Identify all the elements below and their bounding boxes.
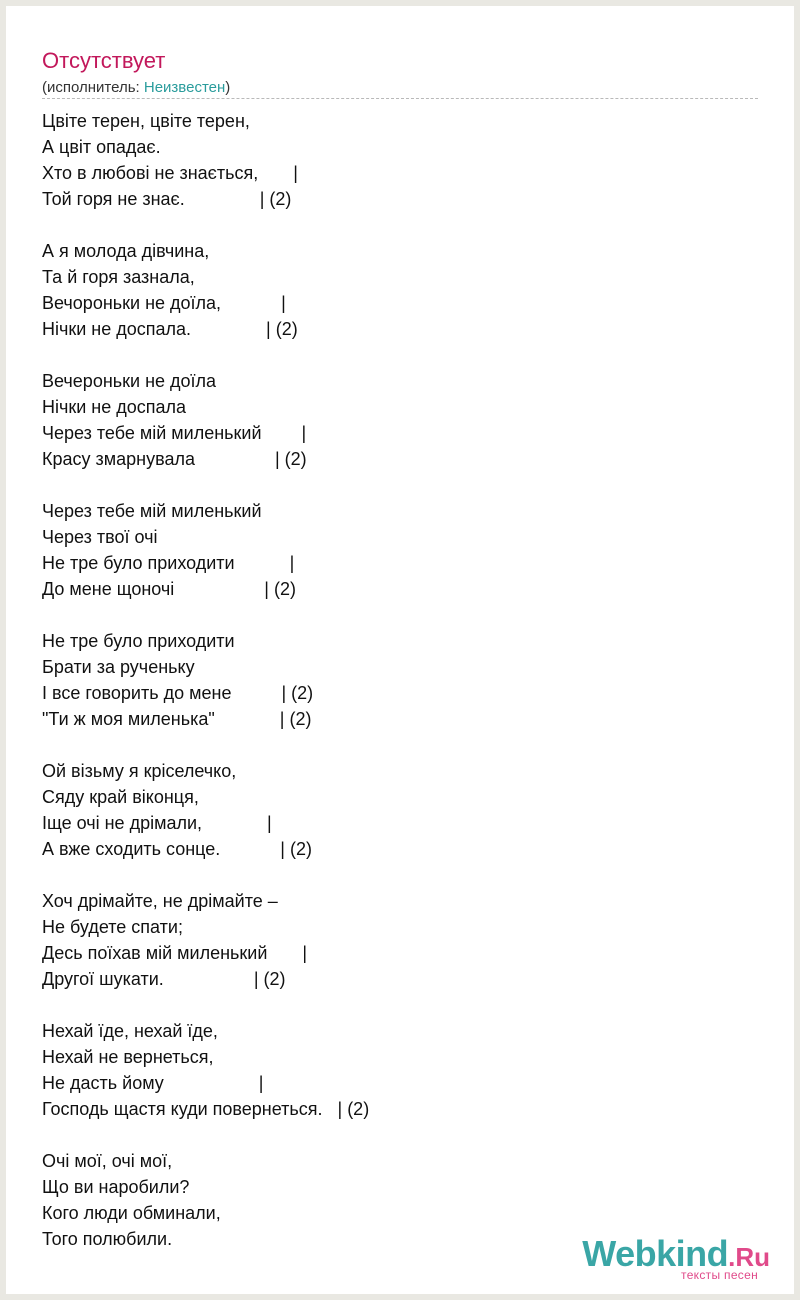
logo-main-text: Webkind (582, 1233, 729, 1274)
lyric-line: До мене щоночі | (2) (42, 579, 296, 599)
stanza-break (42, 342, 369, 368)
lyric-line: Не будете спати; (42, 917, 183, 937)
lyric-line: Хто в любові не знається, | (42, 163, 298, 183)
lyric-line: Кого люди обминали, (42, 1203, 221, 1223)
lyrics-page (6, 6, 794, 1294)
lyric-line: І все говорить до мене | (2) (42, 683, 314, 703)
lyric-line: Очі мої, очі мої, (42, 1151, 173, 1171)
logo-tagline: тексты песен (681, 1268, 758, 1282)
stanza-break (42, 732, 369, 758)
stanza-break (42, 602, 369, 628)
lyric-line: Красу змарнувала | (2) (42, 449, 307, 469)
lyric-line: Нічки не доспала. | (2) (42, 319, 298, 339)
lyric-line: Нехай не вернеться, (42, 1047, 214, 1067)
song-title: Отсутствует (42, 48, 166, 73)
lyric-line: Господь щастя куди повернеться. | (2) (42, 1099, 370, 1119)
lyric-line: А вже сходить сонце. | (2) (42, 839, 312, 859)
lyric-line: Через тебе мій миленький | (42, 423, 307, 443)
lyric-line: Іще очі не дрімали, | (42, 813, 272, 833)
stanza-break (42, 992, 369, 1018)
lyric-line: Не тре було приходити (42, 631, 235, 651)
lyric-line: "Ти ж моя миленька" | (2) (42, 709, 312, 729)
logo-tld-text: .Ru (728, 1242, 770, 1272)
lyric-line: Що ви наробили? (42, 1177, 190, 1197)
stanza-break (42, 472, 369, 498)
lyric-line: Через твої очі (42, 527, 158, 547)
title-divider (42, 98, 758, 99)
stanza-break (42, 212, 369, 238)
lyric-line: Сяду край віконця, (42, 787, 199, 807)
lyric-line: Ой візьму я кріселечко, (42, 761, 237, 781)
lyric-line: Брати за рученьку (42, 657, 195, 677)
artist-prefix: (исполнитель: (42, 79, 144, 96)
lyric-line: Нічки не доспала (42, 397, 187, 417)
lyric-line: Цвіте терен, цвіте терен, (42, 111, 250, 131)
stanza-break (42, 862, 369, 888)
lyric-line: Не тре було приходити | (42, 553, 295, 573)
lyric-line: Вечероньки не доїла (42, 371, 217, 391)
artist-suffix: ) (225, 79, 231, 96)
lyric-line: Вечороньки не доїла, | (42, 293, 286, 313)
lyric-line: Десь поїхав мій миленький | (42, 943, 308, 963)
lyrics-body (42, 108, 369, 1252)
lyric-line: А цвіт опадає. (42, 137, 161, 157)
lyric-line: Через тебе мій миленький (42, 501, 262, 521)
lyric-line: Не дасть йому | (42, 1073, 264, 1093)
artist-link[interactable]: Неизвестен (143, 79, 226, 96)
stanza-break (42, 1122, 369, 1148)
lyric-line: Хоч дрімайте, не дрімайте – (42, 891, 278, 911)
lyric-line: Того полюбили. (42, 1229, 173, 1249)
artist-line (42, 78, 230, 98)
lyric-line: А я молода дівчина, (42, 241, 210, 261)
lyric-line: Нехай їде, нехай їде, (42, 1021, 218, 1041)
lyric-line: Другої шукати. | (2) (42, 969, 286, 989)
lyric-line: Той горя не знає. | (2) (42, 189, 292, 209)
lyric-line: Та й горя зазнала, (42, 267, 195, 287)
